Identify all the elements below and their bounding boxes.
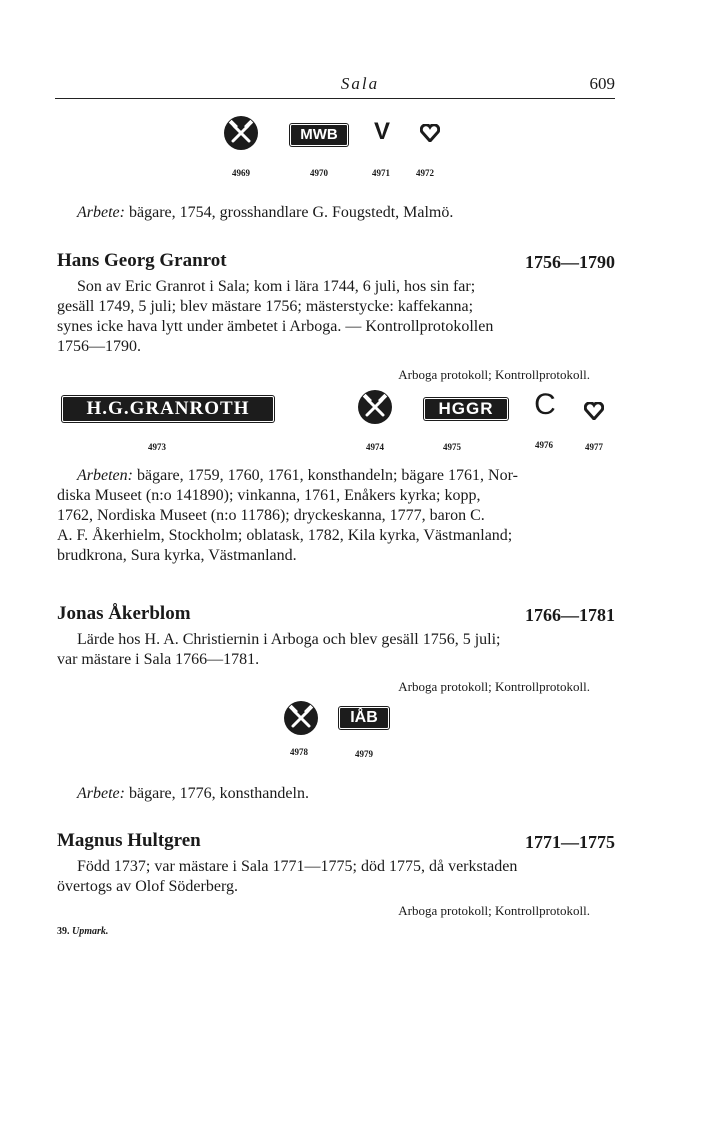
- heart-icon: [420, 124, 440, 142]
- mark-number-4970: 4970: [310, 168, 328, 178]
- entry-source: Arboga protokoll; Kontrollprotokoll.: [398, 679, 590, 694]
- mark-number-4976: 4976: [535, 440, 553, 450]
- maker-stamp-mwb: MWB: [290, 124, 348, 146]
- heart-icon: [584, 402, 604, 420]
- bio-line: 1756—1790.: [57, 338, 141, 355]
- crossed-hammers-icon: [223, 115, 259, 151]
- entry-name: Jonas Åkerblom: [57, 603, 191, 624]
- town-mark-4974: [357, 389, 393, 425]
- entry-works: [57, 466, 615, 566]
- entry-source: Arboga protokoll; Kontrollprotokoll.: [398, 903, 590, 918]
- entry-name: Hans Georg Granrot: [57, 250, 227, 271]
- mark-number-4969: 4969: [232, 168, 250, 178]
- bio-line: gesäll 1749, 5 juli; blev mästare 1756; mästerstycke: kaffekanna;: [57, 298, 474, 315]
- mark-number-4979: 4979: [355, 749, 373, 759]
- entry-source: Arboga protokoll; Kontrollprotokoll.: [398, 367, 590, 382]
- town-mark-4969: [223, 115, 259, 151]
- maker-stamp-hggr: HGGR: [424, 398, 508, 420]
- maker-stamp-iab: IÅB: [339, 707, 389, 729]
- bio-line: Född 1737; var mästare i Sala 1771—1775; död 1775, då verkstaden: [77, 858, 518, 875]
- work-text: bägare, 1754, grosshandlare G. Fougstedt, Malmö.: [128, 204, 454, 221]
- entry-bio: [57, 277, 615, 357]
- work-label: Arbete:: [77, 785, 125, 802]
- work-label: Arbete:: [77, 204, 125, 221]
- mark-number-4977: 4977: [585, 442, 603, 452]
- work-line: [77, 203, 617, 223]
- heart-mark-4977: [584, 402, 604, 420]
- running-header-title: Sala: [340, 74, 380, 93]
- page-number: 609: [589, 74, 615, 93]
- mark-number-4973: 4973: [148, 442, 166, 452]
- printer-signature: [57, 926, 108, 937]
- entry-bio: [57, 857, 615, 897]
- entry-years: 1771—1775: [525, 832, 615, 852]
- maker-stamp-hggranroth: H.G.GRANROTH: [62, 396, 274, 422]
- mark-number-4975: 4975: [443, 442, 461, 452]
- entry-years: 1756—1790: [525, 252, 615, 272]
- work-line: [77, 784, 617, 804]
- bio-line: Son av Eric Granrot i Sala; kom i lära 1744, 6 juli, hos sin far;: [77, 278, 476, 295]
- mark-number-4974: 4974: [366, 442, 384, 452]
- work-text: bägare, 1759, 1760, 1761, konsthandeln; bägare 1761, Nor-: [136, 467, 518, 484]
- crossed-hammers-icon: [283, 700, 319, 736]
- work-label: Arbeten:: [77, 467, 133, 484]
- work-line: [57, 466, 615, 486]
- bio-line: övertogs av Olof Söderberg.: [57, 878, 238, 895]
- town-mark-4978: [283, 700, 319, 736]
- crossed-hammers-icon: [357, 389, 393, 425]
- work-text: bägare, 1776, konsthandeln.: [128, 785, 309, 802]
- mark-number-4971: 4971: [372, 168, 390, 178]
- work-line: diska Museet (n:o 141890); vinkanna, 1761, Enåkers kyrka; kopp,: [57, 487, 481, 504]
- work-line: brudkrona, Sura kyrka, Västmanland.: [57, 547, 297, 564]
- mark-number-4972: 4972: [416, 168, 434, 178]
- entry-bio: [57, 630, 615, 670]
- date-letter-c: C: [534, 388, 556, 421]
- work-line: 1762, Nordiska Museet (n:o 11786); dryckeskanna, 1777, baron C.: [57, 507, 485, 524]
- work-line: A. F. Åkerhielm, Stockholm; oblatask, 1782, Kila kyrka, Västmanland;: [57, 527, 513, 544]
- signature-label: Upmark.: [72, 926, 109, 937]
- entry-name: Magnus Hultgren: [57, 830, 201, 851]
- header-rule: [55, 98, 615, 99]
- entry-years: 1766—1781: [525, 605, 615, 625]
- bio-line: Lärde hos H. A. Christiernin i Arboga och blev gesäll 1756, 5 juli;: [77, 631, 501, 648]
- bio-line: var mästare i Sala 1766—1781.: [57, 651, 260, 668]
- signature-number: 39.: [57, 926, 70, 937]
- mark-number-4978: 4978: [290, 747, 308, 757]
- date-letter-v: V: [373, 118, 390, 145]
- bio-line: synes icke hava lytt under ämbetet i Arboga. — Kontrollprotokollen: [57, 318, 494, 335]
- heart-mark-4972: [420, 124, 440, 142]
